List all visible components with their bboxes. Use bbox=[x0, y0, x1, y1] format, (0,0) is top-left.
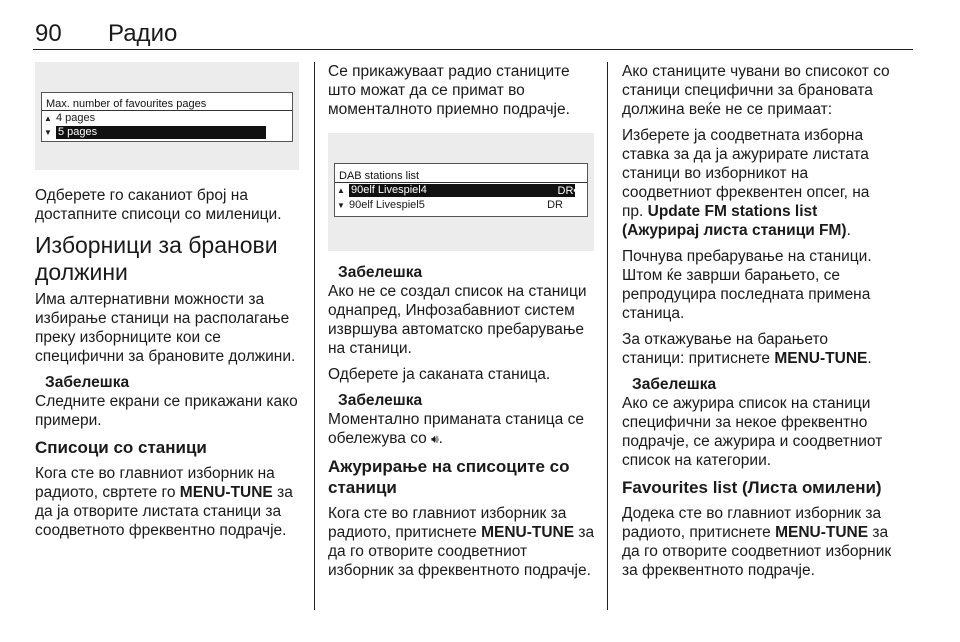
paragraph: Се прикажуваат радио станиците што можат да се примат во моменталното приемно подрачје. bbox=[328, 63, 570, 118]
column-3 bbox=[622, 62, 892, 587]
list-item-selected[interactable] bbox=[44, 126, 290, 139]
list-item-selected[interactable] bbox=[337, 184, 585, 197]
subsection-heading: Favourites list (Листа омилени) bbox=[622, 478, 882, 497]
screen-rule bbox=[42, 110, 292, 111]
up-arrow-icon: ▲ bbox=[337, 186, 345, 195]
note-text: Ако не се создал список на станици однапред, Инфозабавниот систем извршува автоматско пребарување на станици. bbox=[328, 283, 587, 357]
paragraph: Има алтернативни можности за избирање станици на располагање преку изборниците кои се специфични за брановите должини. bbox=[35, 291, 296, 365]
paragraph: Ако станиците чувани во списокот со станици специфични за брановата должина веќе не се примаат: bbox=[622, 63, 890, 118]
down-arrow-icon: ▼ bbox=[44, 128, 52, 137]
control-name: MENU-TUNE bbox=[775, 524, 869, 541]
screen-title: DAB stations list bbox=[339, 170, 420, 182]
header-rule bbox=[33, 49, 913, 50]
up-arrow-icon: ▲ bbox=[44, 114, 52, 123]
paragraph: Додека сте во главниот изборник за радиото, притиснете MENU-TUNE за да го отворите соодветниот изборник за фреквентното подрачје. bbox=[622, 505, 892, 579]
paragraph: Одберете го саканиот број на достапните списоци со миленици. bbox=[35, 187, 282, 223]
checkmark-icon: ✓ bbox=[276, 126, 286, 138]
subsection-heading: Ажурирање на списоците со станици bbox=[328, 457, 570, 497]
list-item-label: 5 pages bbox=[56, 126, 266, 139]
speaker-icon: 🔊︎ bbox=[431, 432, 439, 446]
page-title: Радио bbox=[108, 20, 178, 47]
paragraph: Изберете ја соодветната изборна ставка за да ја ажурирате листата станици во изборникот на соодветниот фреквентен опсег, на пр. Update FM stations list (Ажурирај листа станици FM). bbox=[622, 127, 870, 239]
list-item[interactable] bbox=[337, 199, 585, 212]
list-item-tag: DR🔊︎ bbox=[557, 183, 581, 197]
list-item[interactable] bbox=[44, 112, 290, 125]
screen-rule bbox=[335, 182, 587, 183]
column-1 bbox=[35, 62, 305, 547]
screen-title: Max. number of favourites pages bbox=[46, 98, 207, 110]
paragraph: За откажување на барањето станици: притиснете MENU-TUNE. bbox=[622, 331, 872, 367]
page-number: 90 bbox=[35, 20, 62, 47]
screenshot-favourites-pages bbox=[35, 62, 299, 170]
section-heading: Изборници за бранови должини bbox=[35, 232, 278, 285]
column-divider-1 bbox=[314, 62, 315, 610]
note-text: Моментално примaната станица се обележува со 🔊︎. bbox=[328, 411, 584, 447]
note-text: Следните екрани се прикажани како примери. bbox=[35, 393, 298, 429]
subsection-heading: Списоци со станици bbox=[35, 438, 207, 457]
display-screen bbox=[334, 163, 588, 217]
down-arrow-icon: ▼ bbox=[337, 201, 345, 210]
list-item-tag: DR bbox=[547, 199, 563, 211]
note-label: Забелешка bbox=[338, 264, 423, 281]
menu-item-name: Update FM stations list (Ажурирај листа станици FM) bbox=[622, 203, 847, 239]
speaker-icon: 🔊︎ bbox=[573, 183, 581, 197]
screenshot-dab-list bbox=[328, 133, 594, 251]
column-2 bbox=[328, 62, 596, 587]
paragraph: Одберете ја саканата станица. bbox=[328, 366, 551, 383]
paragraph: Кога сте во главниот изборник на радиото, свртете го MENU-TUNE за да ја отворите листата станици за соодветното фреквентно подрачје. bbox=[35, 465, 293, 539]
list-item-label: 4 pages bbox=[56, 112, 96, 124]
control-name: MENU-TUNE bbox=[774, 350, 868, 367]
column-divider-2 bbox=[607, 62, 608, 610]
note-text: Ако се ажурира список на станици специфични за некое фреквентно подрачје, се ажурира и соодветниот список на категории. bbox=[622, 395, 883, 469]
control-name: MENU-TUNE bbox=[481, 524, 575, 541]
paragraph: Кога сте во главниот изборник за радиото, притиснете MENU-TUNE за да го отворите соодветниот изборник за фреквентното подрачје. bbox=[328, 505, 595, 579]
paragraph: Почнува пребарување на станици. Штом ќе заврши барањето, се репродуцира последната примена станица. bbox=[622, 248, 872, 322]
list-item-label: 90elf Livespiel5 bbox=[349, 199, 425, 211]
note-label: Забелешка bbox=[45, 374, 130, 391]
note-label: Забелешка bbox=[338, 392, 423, 409]
list-item-label: 90elf Livespiel4 bbox=[349, 184, 575, 197]
display-screen bbox=[41, 92, 293, 142]
note-label: Забелешка bbox=[632, 376, 717, 393]
control-name: MENU-TUNE bbox=[179, 484, 273, 501]
